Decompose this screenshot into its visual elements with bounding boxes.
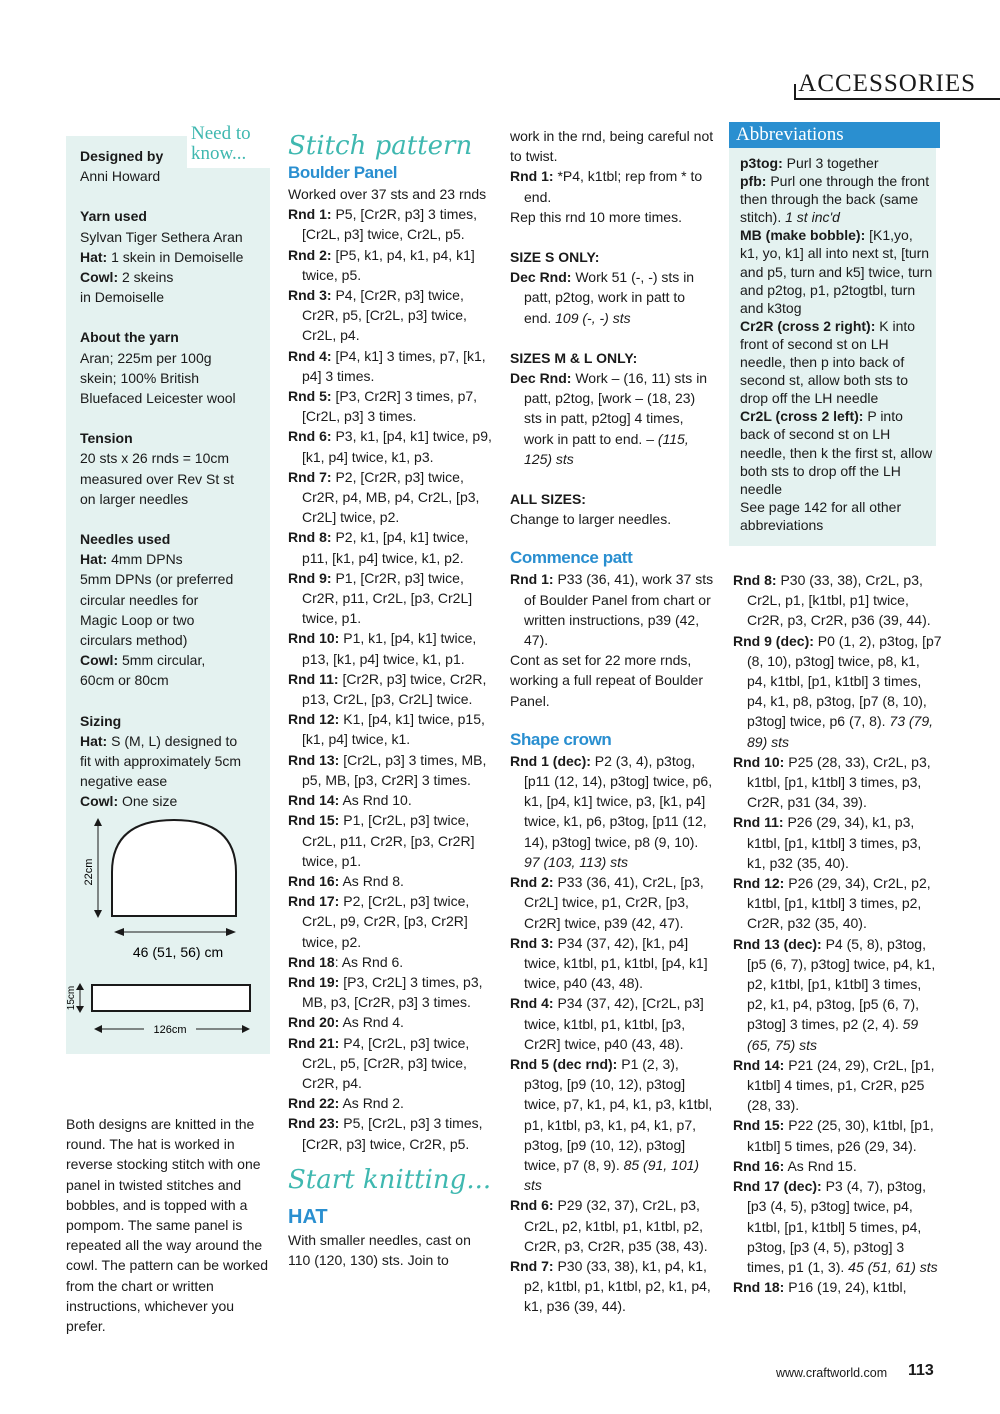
row-text: P1, k1, [p4, k1] twice, p13, [k1, p4] twice, k1, p1. — [302, 630, 477, 667]
commence-rnd-1: Rnd 1: P33 (36, 41), work 37 sts of Boulder Panel from chart or written instructions, p39 (42, 47). — [510, 571, 714, 649]
arrow-head — [94, 910, 102, 918]
pattern-row — [288, 810, 494, 871]
pattern-row — [288, 1012, 494, 1032]
stitch-pattern-rows — [288, 204, 494, 1154]
continued-rows-column — [733, 570, 943, 1297]
row-text: P4, [Cr2L, p3] twice, Cr2L, p5, [Cr2R, p3] twice, Cr2R, p4. — [302, 1034, 470, 1091]
row-text: [P5, k1, p4, k1, p4, k1] twice, p5. — [302, 246, 475, 283]
pattern-row — [288, 952, 494, 972]
abbreviation-note: 1 st inc'd — [785, 209, 840, 226]
row-label: Rnd 23: — [288, 1115, 340, 1132]
row-label: Rnd 12: — [288, 711, 340, 728]
about-yarn-section: About the yarn Aran; 225m per 100g skein; 100% British Bluefaced Leicester wool — [80, 329, 236, 407]
row-text: P5, [Cr2L, p3] 3 times, [Cr2R, p3] twice, Cr2R, p5. — [302, 1115, 483, 1152]
row-label: Rnd 14: — [733, 1056, 785, 1073]
pattern-row — [510, 933, 716, 994]
pattern-row — [288, 346, 494, 386]
row-label: Rnd 18: — [733, 1279, 785, 1296]
need-to-know-title: Need to know... — [187, 121, 273, 168]
row-label: Rnd 19: — [288, 973, 340, 990]
needles-section: Needles used Hat: 4mm DPNs 5mm DPNs (or preferred circular needles for Magic Loop or two circulars method) Cowl: 5mm circular, 60cm or 80cm — [80, 531, 234, 689]
page-number: 113 — [908, 1362, 934, 1379]
row-text: P34 (37, 42), [Cr2L, p3] twice, k1tbl, p1, k1tbl, [p3, Cr2R] twice, p40 (43, 48). — [524, 995, 704, 1052]
abbreviation-def: K into front of second st on LH needle, then p into back of second st, allow both sts to drop off the LH needle — [740, 317, 916, 407]
start-knitting-title: Start knitting... — [288, 1164, 492, 1195]
row-text: P33 (36, 41), Cr2L, [p3, Cr2L] twice, p1, Cr2R, [p3, Cr2R] twice, p39 (42, 47). — [524, 874, 704, 931]
pattern-row — [288, 568, 494, 629]
yarn-section: Yarn used Sylvan Tiger Sethera Aran Hat: 1 skein in Demoiselle Cowl: 2 skeins in Demoiselle — [80, 208, 244, 306]
need-to-know-content — [80, 146, 266, 832]
row-label: Rnd 10: — [733, 753, 785, 770]
row-label: Rnd 3: — [510, 934, 554, 951]
row-text: P1, [Cr2L, p3] twice, Cr2L, p11, Cr2R, [p3, Cr2R] twice, p1. — [302, 812, 475, 869]
pattern-row — [733, 1156, 943, 1176]
commence-patt-heading: Commence patt — [510, 548, 633, 568]
row-label: Rnd 17: — [288, 893, 340, 910]
boulder-panel-heading: Boulder Panel — [288, 163, 398, 182]
abbreviation-term: MB (make bobble): — [740, 227, 866, 244]
row-label: Rnd 5: — [288, 388, 332, 405]
abbreviation-item — [740, 172, 934, 226]
all-sizes-heading: ALL SIZES: — [510, 491, 586, 508]
pattern-row — [733, 1055, 943, 1116]
pattern-row — [288, 790, 494, 810]
row-label: Rnd 17 (dec): — [733, 1178, 822, 1195]
cowl-height-label: 15cm — [66, 985, 77, 1011]
pattern-row — [288, 426, 494, 466]
row-label: Rnd 4: — [288, 347, 332, 364]
row-label: Rnd 12: — [733, 875, 785, 892]
row-label: Rnd 14: — [288, 792, 340, 809]
abbreviations-title: Abbreviations — [729, 122, 940, 148]
size-schematic-diagram — [66, 812, 270, 1042]
row-label: Rnd 11: — [733, 814, 784, 831]
row-text: [Cr2L, p3] 3 times, MB, p5, MB, [p3, Cr2R] 3 times. — [302, 751, 487, 788]
row-text: P29 (32, 37), Cr2L, p3, Cr2L, p2, k1tbl, p1, k1tbl, p2, Cr2R, p3, Cr2R, p35 (38, 43). — [524, 1197, 708, 1254]
row-label: Rnd 10: — [288, 630, 340, 647]
row-text: As Rnd 2. — [339, 1095, 404, 1112]
row-text: P5, [Cr2R, p3] 3 times, [Cr2L, p3] twice, Cr2L, p5. — [302, 206, 478, 243]
row-label: Rnd 15: — [288, 812, 340, 829]
row-text: P2, k1, [p4, k1] twice, p11, [k1, p4] twice, k1, p2. — [302, 529, 469, 566]
size-ml-heading: SIZES M & L ONLY: — [510, 349, 638, 366]
abbreviation-item — [740, 407, 934, 497]
stitch-count: 97 (103, 113) sts — [524, 853, 629, 870]
stitch-pattern-intro: Worked over 37 sts and 23 rnds — [288, 186, 487, 202]
row-label: Rnd 5 (dec rnd): — [510, 1055, 618, 1072]
footer-url: www.craftworld.com — [776, 1366, 888, 1380]
cowl-width-label: 126cm — [153, 1024, 187, 1036]
row-label: Rnd 21: — [288, 1034, 340, 1051]
row-label: Rnd 7: — [288, 468, 332, 485]
pattern-row — [288, 285, 494, 346]
row-label: Rnd 13: — [288, 751, 340, 768]
hat-intro-continued: work in the rnd, being careful not to twist. — [510, 128, 714, 165]
hat-heading: HAT — [288, 1205, 328, 1228]
row-label: Rnd 11: — [288, 670, 339, 687]
row-label: Rnd 13 (dec): — [733, 935, 822, 952]
abbr-items — [740, 154, 934, 498]
hat-height-label: 22cm — [83, 858, 95, 886]
row-label: Rnd 8: — [288, 529, 332, 546]
arrow-head — [114, 928, 124, 936]
shape-crown-rows — [510, 751, 716, 1317]
row-text: P22 (25, 30), k1tbl, [p1, k1tbl] 5 times, p26 (29, 34). — [747, 1117, 934, 1154]
pattern-row — [733, 570, 943, 631]
row-text: P1 (2, 3), p3tog, [p9 (10, 12), p3tog] twice, p7, k1, p4, k1, p3, k1tbl, p1, k1tbl, p3, k1, p4, k1, p7, p3tog, [p9 (10, 12), p3tog] twice, p7 (8, 9). — [524, 1055, 713, 1173]
size-s-dec-rnd: Dec Rnd: Work 51 (-, -) sts in patt, p2tog, work in patt to end. 109 (-, -) sts — [510, 269, 695, 326]
row-text: P16 (19, 24), k1tbl, — [784, 1279, 907, 1296]
row-label: Rnd 22: — [288, 1095, 340, 1112]
hat-width-label: 46 (51, 56) cm — [132, 944, 224, 960]
pattern-row — [288, 386, 494, 426]
pattern-row — [733, 752, 943, 813]
arrow-head — [242, 1025, 250, 1033]
row-label: Rnd 16: — [733, 1157, 785, 1174]
pattern-row — [733, 1115, 943, 1155]
row-text: P2, [Cr2L, p3] twice, Cr2L, p9, Cr2R, [p3, Cr2R] twice, p2. — [302, 893, 470, 950]
pattern-row — [288, 1033, 494, 1094]
row-text: P26 (29, 34), k1, p3, k1tbl, [p1, k1tbl] 3 times, p3, k1, p32 (35, 40). — [747, 814, 922, 871]
row-text: P26 (29, 34), Cr2L, p2, k1tbl, [p1, k1tbl] 3 times, p2, Cr2R, p32 (35, 40). — [747, 875, 931, 932]
pattern-row — [288, 1113, 494, 1153]
row-text: [Cr2R, p3] twice, Cr2R, p13, Cr2L, [p3, Cr2L] twice. — [302, 670, 487, 708]
abbreviation-term: p3tog: — [740, 155, 783, 171]
abbreviation-term: Cr2L (cross 2 left): — [740, 408, 864, 425]
row-label: Rnd 1 (dec): — [510, 752, 591, 769]
cowl-shape — [92, 985, 250, 1011]
row-text: : As Rnd 6. — [334, 953, 404, 970]
row-label: Rnd 20: — [288, 1014, 340, 1031]
pattern-row — [510, 872, 716, 933]
row-label: Rnd 1: — [288, 206, 332, 223]
abbreviation-term: pfb: — [740, 173, 767, 190]
row-text: [P4, k1] 3 times, p7, [k1, p4] 3 times. — [302, 347, 486, 384]
row-text: [P3, Cr2L] 3 times, p3, MB, p3, [Cr2R, p3] 3 times. — [302, 973, 483, 1011]
row-text: As Rnd 4. — [339, 1014, 404, 1031]
row-label: Rnd 2: — [510, 874, 554, 891]
pattern-row — [733, 1176, 943, 1277]
abbreviation-item — [740, 154, 934, 172]
pattern-row — [288, 467, 494, 528]
size-s-heading: SIZE S ONLY: — [510, 249, 600, 266]
row-text: P4, [Cr2R, p3] twice, Cr2R, p5, [Cr2L, p3] twice, Cr2L, p4. — [302, 287, 467, 344]
sizing-section: Sizing Hat: S (M, L) designed to fit with approximately 5cm negative ease Cowl: One size — [80, 712, 242, 810]
row-text: P3, k1, [p4, k1] twice, p9, [k1, p4] twice, k1, p3. — [302, 428, 492, 465]
stitch-count: 45 (51, 61) sts — [848, 1258, 938, 1275]
stitch-count: 59 (65, 75) sts — [747, 1016, 919, 1053]
pattern-row — [288, 871, 494, 891]
pattern-row — [288, 245, 494, 285]
pattern-row — [288, 972, 494, 1012]
pattern-row — [510, 1054, 716, 1195]
pattern-row — [733, 934, 943, 1055]
pattern-row — [288, 1093, 494, 1113]
designed-by-section: Designed by Anni Howard — [80, 148, 164, 185]
row-label: Rnd 6: — [288, 428, 332, 445]
abbreviation-def: P into back of second st on LH needle, then k the first st, allow both sts to drop off the LH needle — [740, 408, 933, 497]
arrow-head — [94, 1025, 102, 1033]
pattern-row — [510, 751, 716, 872]
hat-intro: With smaller needles, cast on 110 (120, 130) sts. Join to — [288, 1231, 471, 1268]
instructions-column — [510, 126, 716, 1317]
size-ml-dec-rnd: Dec Rnd: Work – (16, 11) sts in patt, p2tog, [work – (18, 23) sts in patt, p2tog] 4 times, work in patt to end. – (115, 125) sts — [510, 370, 708, 467]
pattern-row — [288, 891, 494, 952]
pattern-row — [733, 1277, 943, 1297]
abbreviation-def: Purl one through the front then through the back (same stitch). — [740, 173, 930, 226]
pattern-row — [288, 204, 494, 244]
row-label: Rnd 8: — [733, 572, 777, 588]
row-label: Rnd 16: — [288, 872, 340, 889]
stitch-pattern-column — [288, 130, 494, 1270]
hat-repeat: Rep this rnd 10 more times. — [510, 208, 682, 225]
row-text: P2, [Cr2R, p3] twice, Cr2R, p4, MB, p4, Cr2L, [p3, Cr2L] twice, p2. — [302, 468, 480, 526]
pattern-row — [733, 812, 943, 873]
row-text: [P3, Cr2R] 3 times, p7, [Cr2L, p3] 3 times. — [302, 388, 478, 425]
row-text: P0 (1, 2), p3tog, [p7 (8, 10), p3tog] twice, p8, k1, p4, k1tbl, [p1, k1tbl] 3 times, p4, k1, p8, p3tog, [p7 (8, 10), p3tog] twice, p6 (7, 8). — [747, 632, 942, 730]
arrow-head — [226, 928, 236, 936]
pattern-row — [288, 628, 494, 668]
pattern-row — [733, 631, 943, 752]
stitch-count: 73 (79, 89) sts — [747, 713, 933, 750]
row-text: As Rnd 15. — [784, 1157, 857, 1174]
intro-paragraph: Both designs are knitted in the round. The hat is worked in reverse stocking stitch with one panel in twisted stitches and bobbles, and is topped with a pompom. The same panel is repeated all the way around the cowl. The pattern can be worked from the chart or written instructions, whichever you prefer. — [66, 1116, 269, 1335]
pattern-row — [288, 750, 494, 790]
abbreviation-item — [740, 317, 934, 407]
stitch-pattern-title: Stitch pattern — [288, 131, 473, 161]
arrow-head — [94, 818, 102, 826]
row-text: P3 (4, 7), p3tog, [p3 (4, 5), p3tog] twice, p4, k1tbl, [p1, k1tbl] 5 times, p4, p3tog, [p3 (4, 5), p3tog] 3 times, p1 (1, 3). — [747, 1178, 926, 1275]
hat-shape — [112, 820, 236, 916]
abbreviation-def: [K1,yo, k1, yo, k1] all into next st, [turn and p5, turn and k5] twice, turn and p2tog, p1, p2togtbl, turn and k3tog — [740, 227, 933, 316]
pattern-row — [288, 669, 494, 709]
abbreviation-def: Purl 3 together — [782, 155, 879, 171]
pattern-row — [510, 1256, 716, 1317]
row-text: P30 (33, 38), k1, p4, k1, p2, k1tbl, p1, k1tbl, p2, k1, p4, k1, p36 (39, 44). — [524, 1257, 711, 1315]
row-text: K1, [p4, k1] twice, p15, [k1, p4] twice, k1. — [302, 711, 485, 748]
section-header: ACCESSORIES — [798, 70, 976, 97]
row-text: As Rnd 8. — [339, 872, 404, 889]
row-label: Rnd 18 — [288, 953, 335, 970]
row-text: As Rnd 10. — [339, 792, 412, 809]
pattern-row — [733, 873, 943, 934]
see-page-note: See page 142 for all other abbreviations — [740, 498, 902, 533]
row-text: P25 (28, 33), Cr2L, p3, k1tbl, [p1, k1tbl] 3 times, p3, Cr2R, p31 (34, 39). — [747, 753, 931, 811]
row-label: Rnd 9: — [288, 569, 332, 586]
row-label: Rnd 6: — [510, 1197, 554, 1214]
row-label: Rnd 3: — [288, 287, 332, 304]
commence-cont: Cont as set for 22 more rnds, working a full repeat of Boulder Panel. — [510, 652, 703, 709]
all-sizes-text: Change to larger needles. — [510, 511, 672, 528]
row-label: Rnd 4: — [510, 995, 554, 1012]
pattern-row — [510, 993, 716, 1054]
pattern-row — [510, 1195, 716, 1256]
row-text: P1, [Cr2R, p3] twice, Cr2R, p11, Cr2L, [p3, Cr2L] twice, p1. — [302, 569, 473, 627]
hat-rnd-1: Rnd 1: *P4, k1tbl; rep from * to end. — [510, 168, 703, 205]
pattern-row — [288, 709, 494, 749]
row-text: P4 (5, 8), p3tog, [p5 (6, 7), p3tog] twice, p4, k1, p2, k1tbl, [p1, k1tbl] 3 times, p2, k1, p4, p3tog, [p5 (6, 7), p3tog] 3 times, p2 (2, 4). — [747, 935, 936, 1033]
row-text: P30 (33, 38), Cr2L, p3, Cr2L, p1, [k1tbl, p1] twice, Cr2R, p3, Cr2R, p36 (39, 44). — [747, 572, 931, 629]
abbreviation-item — [740, 226, 934, 316]
arrow-head — [76, 983, 84, 990]
row-text: P21 (24, 29), Cr2L, [p1, k1tbl] 4 times, p1, Cr2R, p25 (28, 33). — [747, 1056, 935, 1114]
arrow-head — [76, 1006, 84, 1013]
tension-section: Tension 20 sts x 26 rnds = 10cm measured over Rev St st on larger needles — [80, 430, 235, 507]
row-label: Rnd 7: — [510, 1257, 554, 1274]
shape-crown-heading: Shape crown — [510, 729, 612, 749]
row-text: P34 (37, 42), [k1, p4] twice, k1tbl, p1, k1tbl, [p4, k1] twice, p40 (43, 48). — [524, 934, 708, 992]
pattern-row — [288, 527, 494, 567]
header-rule-divider — [794, 98, 1000, 100]
row-text: P2 (3, 4), p3tog, [p11 (12, 14), p3tog] twice, p6, k1, [p4, k1] twice, p3, [k1, p4] twice, k1, p6, p3tog, [p11 (12, 14), p3tog] twice, p8 (9, 10). — [524, 752, 713, 850]
row-label: Rnd 2: — [288, 246, 332, 263]
row-label: Rnd 9 (dec): — [733, 632, 814, 649]
continued-rows — [733, 570, 943, 1297]
abbreviations-list — [740, 154, 934, 534]
stitch-count: 85 (91, 101) sts — [524, 1156, 700, 1194]
row-label: Rnd 15: — [733, 1117, 785, 1134]
abbreviation-term: Cr2R (cross 2 right): — [740, 317, 876, 334]
